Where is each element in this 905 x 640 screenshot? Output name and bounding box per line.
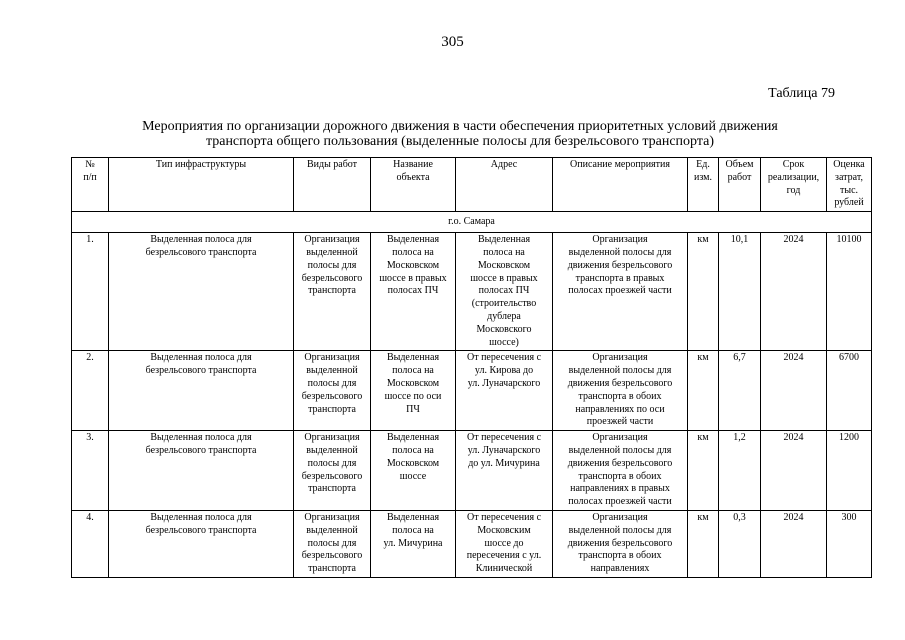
cell-address: От пересечения с Московским шоссе до пересечения с ул. Клинической	[456, 510, 553, 577]
cell-unit: км	[688, 233, 719, 351]
cell-term: 2024	[761, 351, 827, 431]
cell-description: Организация выделенной полосы для движения безрельсового транспорта в обоих направлениях по оси проезжей части	[553, 351, 688, 431]
cell-unit: км	[688, 351, 719, 431]
cell-num: 4.	[72, 510, 109, 577]
cell-object: Выделенная полоса на Московском шоссе	[371, 431, 456, 511]
cell-infra: Выделенная полоса для безрельсового транспорта	[109, 510, 294, 577]
cell-description: Организация выделенной полосы для движения безрельсового транспорта в обоих направлениях в правых полосах проезжей части	[553, 431, 688, 511]
table-row	[72, 233, 872, 351]
cell-infra: Выделенная полоса для безрельсового транспорта	[109, 431, 294, 511]
cell-object: Выделенная полоса на ул. Мичурина	[371, 510, 456, 577]
table-title	[80, 119, 840, 149]
cell-cost: 1200	[827, 431, 872, 511]
header-row	[72, 158, 872, 212]
cell-num: 3.	[72, 431, 109, 511]
cell-description: Организация выделенной полосы для движения безрельсового транспорта в правых полосах проезжей части	[553, 233, 688, 351]
header-description: Описание мероприятия	[553, 158, 688, 212]
cell-term: 2024	[761, 431, 827, 511]
cell-num: 2.	[72, 351, 109, 431]
cell-works: Организация выделенной полосы для безрельсового транспорта	[294, 510, 371, 577]
cell-infra: Выделенная полоса для безрельсового транспорта	[109, 351, 294, 431]
header-term: Срок реализации, год	[761, 158, 827, 212]
cell-object: Выделенная полоса на Московском шоссе в правых полосах ПЧ	[371, 233, 456, 351]
cell-volume: 0,3	[719, 510, 761, 577]
table-row	[72, 510, 872, 577]
cell-object: Выделенная полоса на Московском шоссе по оси ПЧ	[371, 351, 456, 431]
header-address: Адрес	[456, 158, 553, 212]
group-row	[72, 212, 872, 233]
cell-volume: 6,7	[719, 351, 761, 431]
cell-description: Организация выделенной полосы для движения безрельсового транспорта в обоих направлениях	[553, 510, 688, 577]
cell-term: 2024	[761, 510, 827, 577]
header-volume: Объем работ	[719, 158, 761, 212]
cell-works: Организация выделенной полосы для безрельсового транспорта	[294, 351, 371, 431]
page-number: 305	[441, 34, 464, 50]
cell-cost: 10100	[827, 233, 872, 351]
header-num: № п/п	[72, 158, 109, 212]
cell-infra: Выделенная полоса для безрельсового транспорта	[109, 233, 294, 351]
cell-unit: км	[688, 510, 719, 577]
cell-works: Организация выделенной полосы для безрельсового транспорта	[294, 431, 371, 511]
header-cost: Оценка затрат, тыс. рублей	[827, 158, 872, 212]
cell-address: Выделенная полоса на Московском шоссе в правых полосах ПЧ (строительство дублера Московского шоссе)	[456, 233, 553, 351]
header-object: Название объекта	[371, 158, 456, 212]
header-infra: Тип инфраструктуры	[109, 158, 294, 212]
cell-cost: 6700	[827, 351, 872, 431]
cell-volume: 10,1	[719, 233, 761, 351]
cell-num: 1.	[72, 233, 109, 351]
table-label: Таблица 79	[768, 86, 835, 101]
cell-address: От пересечения с ул. Кирова до ул. Луначарского	[456, 351, 553, 431]
header-works: Виды работ	[294, 158, 371, 212]
title-line-1: Мероприятия по организации дорожного движения в части обеспечения приоритетных условий движения	[142, 119, 778, 134]
cell-volume: 1,2	[719, 431, 761, 511]
measures-table	[71, 157, 872, 578]
cell-term: 2024	[761, 233, 827, 351]
table-row	[72, 351, 872, 431]
cell-address: От пересечения с ул. Луначарского до ул. Мичурина	[456, 431, 553, 511]
header-unit: Ед. изм.	[688, 158, 719, 212]
cell-works: Организация выделенной полосы для безрельсового транспорта	[294, 233, 371, 351]
table-row	[72, 431, 872, 511]
title-line-2: транспорта общего пользования (выделенные полосы для безрельсового транспорта)	[205, 134, 715, 149]
cell-unit: км	[688, 431, 719, 511]
cell-cost: 300	[827, 510, 872, 577]
group-label: г.о. Самара	[72, 212, 872, 233]
